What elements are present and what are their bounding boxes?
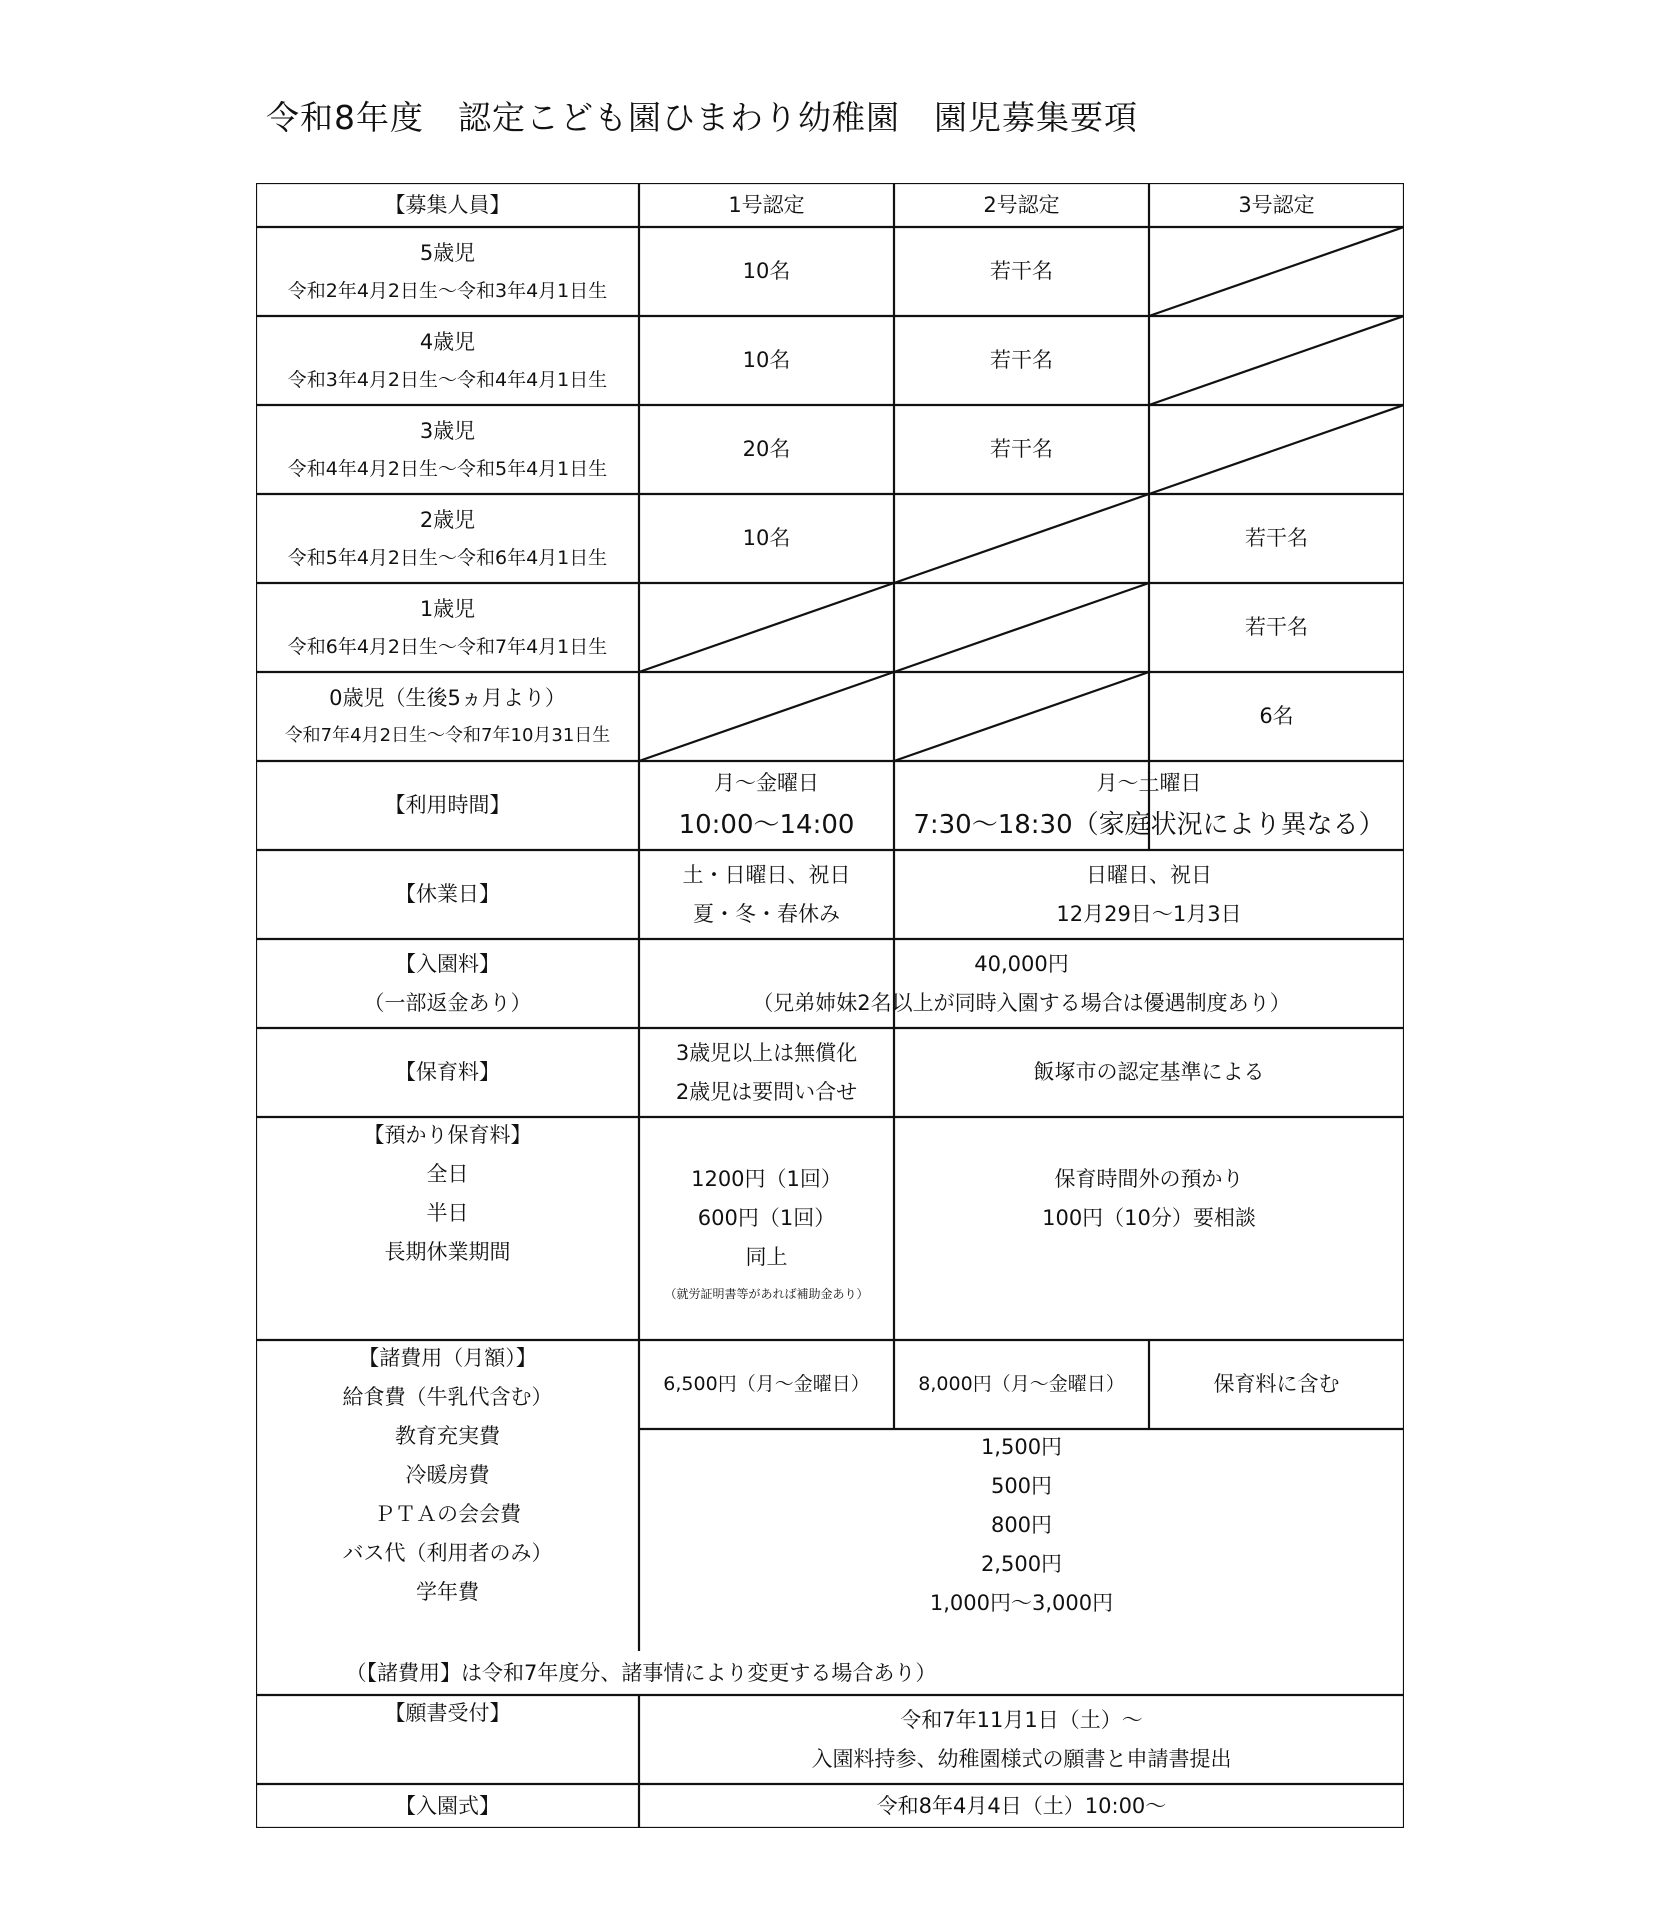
misc-fees-footnote: （【諸費用】は令和7年度分、諸事情により変更する場合あり） [345, 1660, 937, 1685]
age-row-2-label [256, 494, 639, 583]
application-label: 【願書受付】 [384, 1701, 511, 1725]
misc-fees-pta-label: ＰＴＡの会会費 [374, 1502, 521, 1526]
misc-fees-bus-label: バス代（利用者のみ） [342, 1541, 553, 1565]
age-2-type3-count: 若干名 [1245, 526, 1308, 550]
extended-care-longbreak-fee: 同上 [745, 1245, 788, 1269]
extended-care-label [256, 1117, 639, 1340]
age-name: 2歳児 [419, 507, 476, 532]
header-recruitment: 【募集人員】 [384, 192, 511, 217]
misc-fees-education-label: 教育充実費 [395, 1424, 500, 1448]
hours-type1-days: 月～金曜日 [714, 771, 819, 795]
admission-fee-amount: 40,000円 [974, 951, 1069, 976]
hours-type1 [639, 761, 894, 850]
misc-fees-education-value: 1,500円 [980, 1435, 1063, 1459]
misc-fees-grade-label: 学年費 [416, 1580, 479, 1604]
misc-fees-lunch-type2: 8,000円（月～金曜日） [918, 1373, 1125, 1395]
page-title: 令和8年度 認定こども園ひまわり幼稚園 園児募集要項 [266, 98, 1138, 137]
admission-fee-value [639, 939, 1404, 1028]
recruitment-table [256, 183, 1404, 1828]
misc-fees-title: 【諸費用（月額）】 [358, 1346, 537, 1370]
application-requirements: 入園料持参、幼稚園様式の願書と申請書提出 [811, 1746, 1232, 1771]
childcare-fee-type23: 飯塚市の認定基準による [1033, 1060, 1265, 1084]
age-name: 4歳児 [419, 329, 476, 354]
misc-fees-values [639, 1429, 1404, 1651]
misc-fees-lunch-label: 給食費（牛乳代含む） [342, 1385, 553, 1409]
misc-fees-pta-value: 800円 [990, 1513, 1053, 1537]
misc-fees-labels [256, 1340, 639, 1695]
childcare-fee-type1-line2: 2歳児は要問い合せ [675, 1079, 858, 1104]
holidays-type23-line2: 12月29日～1月3日 [1056, 901, 1242, 926]
extended-care-halfday-fee: 600円（1回） [697, 1206, 836, 1230]
birth-date-range: 令和6年4月2日生～令和7年4月1日生 [287, 635, 608, 658]
extended-care-subsidy-note: （就労証明書等があれば補助金あり） [664, 1287, 869, 1301]
admission-fee-title: 【入園料】 [395, 951, 500, 976]
age-name: 1歳児 [419, 596, 476, 621]
hours-type23-days: 月～土曜日 [1096, 771, 1202, 795]
holidays-type23-line1: 日曜日、祝日 [1086, 862, 1212, 887]
header-type2: 2号認定 [983, 192, 1060, 217]
admission-fee-sibling-note: （兄弟姉妹2名以上が同時入園する場合は優遇制度あり） [752, 990, 1291, 1015]
age-3-type1-count: 20名 [742, 437, 791, 461]
age-1-type3-count: 若干名 [1245, 615, 1308, 639]
age-0-type3-count: 6名 [1259, 704, 1294, 728]
ceremony-value: 令和8年4月4日（土）10:00～ [876, 1793, 1167, 1818]
childcare-fee-type1-line1: 3歳児以上は無償化 [675, 1040, 858, 1065]
misc-fees-lunch-type3: 保育料に含む [1213, 1372, 1340, 1396]
age-name: 0歳児（生後5ヵ月より） [329, 686, 566, 710]
extended-care-type1 [639, 1117, 894, 1340]
application-start-date: 令和7年11月1日（土）～ [900, 1707, 1143, 1732]
holidays-type1-line2: 夏・冬・春休み [693, 901, 840, 926]
birth-date-range: 令和2年4月2日生～令和3年4月1日生 [287, 279, 608, 302]
age-4-type1-count: 10名 [742, 348, 791, 372]
ceremony-label: 【入園式】 [395, 1793, 500, 1818]
age-row-4-label [256, 316, 639, 405]
birth-date-range: 令和7年4月2日生～令和7年10月31日生 [284, 725, 611, 746]
extended-care-item-fullday: 全日 [426, 1162, 469, 1186]
header-type3: 3号認定 [1238, 192, 1315, 217]
hours-type23-time: 7:30～18:30（家庭状況により異なる） [913, 810, 1385, 840]
age-4-type2-count: 若干名 [990, 348, 1053, 372]
age-3-type2-count: 若干名 [990, 437, 1053, 461]
hours-label: 【利用時間】 [384, 793, 511, 817]
holidays-type1 [639, 850, 894, 939]
holidays-type1-line1: 土・日曜日、祝日 [682, 862, 851, 887]
extended-care-item-halfday: 半日 [426, 1201, 469, 1225]
extended-care-type23-line2: 100円（10分）要相談 [1042, 1206, 1256, 1230]
extended-care-title: 【預かり保育料】 [363, 1123, 532, 1147]
hours-type1-time: 10:00～14:00 [678, 810, 855, 840]
misc-fees-aircon-value: 500円 [990, 1474, 1053, 1498]
age-5-type2-count: 若干名 [990, 259, 1053, 283]
age-name: 5歳児 [419, 240, 476, 265]
misc-fees-bus-value: 2,500円 [980, 1552, 1063, 1576]
extended-care-fullday-fee: 1200円（1回） [691, 1167, 842, 1191]
extended-care-type23-line1: 保育時間外の預かり [1054, 1167, 1244, 1191]
extended-care-type23 [894, 1117, 1404, 1340]
hours-type23 [894, 761, 1404, 850]
admission-fee-refund-note: （一部返金あり） [363, 990, 532, 1015]
holidays-label: 【休業日】 [395, 882, 500, 906]
holidays-type23 [894, 850, 1404, 939]
header-type1: 1号認定 [728, 192, 805, 217]
age-5-type1-count: 10名 [742, 259, 791, 283]
misc-fees-lunch-type1: 6,500円（月～金曜日） [663, 1373, 870, 1395]
birth-date-range: 令和4年4月2日生～令和5年4月1日生 [287, 457, 608, 480]
age-row-1-label [256, 583, 639, 672]
age-name: 3歳児 [419, 418, 476, 443]
extended-care-item-longbreak: 長期休業期間 [384, 1240, 511, 1264]
age-row-5-label [256, 227, 639, 316]
misc-fees-grade-value: 1,000円～3,000円 [929, 1591, 1114, 1615]
age-2-type1-count: 10名 [742, 526, 791, 550]
misc-fees-aircon-label: 冷暖房費 [405, 1463, 490, 1487]
age-row-3-label [256, 405, 639, 494]
childcare-fee-label: 【保育料】 [395, 1060, 500, 1084]
admission-fee-label [256, 939, 639, 1028]
birth-date-range: 令和5年4月2日生～令和6年4月1日生 [287, 546, 608, 569]
childcare-fee-type1 [639, 1028, 894, 1117]
age-row-0-label [256, 672, 639, 761]
birth-date-range: 令和3年4月2日生～令和4年4月1日生 [287, 368, 608, 391]
application-value [639, 1695, 1404, 1784]
